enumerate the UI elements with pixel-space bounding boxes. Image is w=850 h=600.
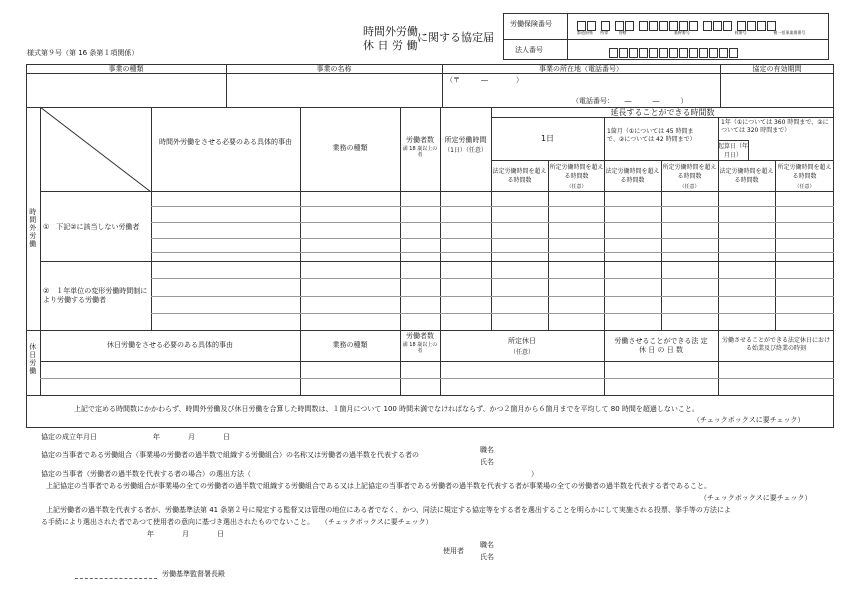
para2a: 上記労働者の過半数を代表する者が、労働基準法第 41 条第２号に規定する監督又は管理の地位にある者でなく、かつ、同法に規定する協定等をする者を選出することを明らかにして実施される投票、挙手等の方法によ bbox=[46, 506, 731, 514]
agreement-date: 協定の成立年月日 年 月 日 bbox=[41, 433, 230, 441]
title-suffix: に関する協定届 bbox=[417, 31, 494, 44]
form-number: 様式第９号（第 16 条第１項関係） bbox=[27, 49, 139, 57]
holiday-reason-header: 休日労働をさせる必要のある具体的事由 bbox=[107, 341, 233, 349]
workers-header: 労働者数 bbox=[406, 136, 434, 144]
holiday-workers-header: 労働者数 bbox=[406, 332, 434, 340]
notice-text: 上記で定める時間数にかかわらず、時間外労働及び休日労働を合算した時間数は、１箇月について 100 時間未満でなければならず、かつ２箇月から６箇月までを平均して 80 時間を超過しないこと。 bbox=[74, 405, 699, 413]
year-header: 1年（①については 360 時間まで、②については 320 時間まで） bbox=[721, 119, 829, 135]
day-header: 1日 bbox=[540, 134, 555, 143]
union-line: 協定の当事者である労働組合（事業場の労働者の過半数で組織する労働組合）の名称又は労働者の過半数を代表する者の bbox=[41, 451, 419, 459]
validity-header: 協定の有効期間 bbox=[752, 65, 802, 73]
business-type-header: 事業の種類 bbox=[108, 65, 144, 73]
corp-number-boxes[interactable] bbox=[609, 43, 739, 62]
sub-label: 管轄 bbox=[618, 30, 627, 35]
addressee: 労働基準監督署長殿 bbox=[162, 570, 225, 578]
corp-label: 法人番号 bbox=[515, 46, 543, 54]
sub-label: 都道府県 bbox=[577, 30, 593, 35]
employer-name-label: 氏名 bbox=[480, 553, 494, 561]
optional-year: （任意） bbox=[794, 184, 815, 190]
address-header: 事業の所在地（電話番号） bbox=[539, 65, 623, 73]
reason-header: 時間外労働をさせる必要のある具体的事由 bbox=[159, 138, 292, 146]
sub-label: 枝番号 bbox=[734, 30, 747, 35]
insurance-subs bbox=[577, 30, 814, 36]
prescribed-hours-sub: （1日）（任意） bbox=[444, 147, 487, 154]
legal-exceed-day: 法定労働時間を超える時間数 bbox=[492, 168, 547, 184]
insurance-label: 労働保険番号 bbox=[510, 20, 552, 28]
optional-day: （任意） bbox=[566, 184, 587, 190]
footer-date: 年 月 日 bbox=[147, 530, 224, 538]
prescribed-exceed-month: 所定労働時間を超える時間数 bbox=[662, 164, 717, 180]
holiday-days-header: 労働させることができる法 定 休 日 の 日 数 bbox=[614, 337, 708, 355]
para2b: る手続により選出された者であつて使用者の意向に基づき選出されたものでないこと。 （チェックボックスに要チェック） bbox=[41, 518, 433, 526]
para1-check[interactable]: （チェックボックスに要チェック） bbox=[700, 494, 812, 502]
work-type-header: 業務の種類 bbox=[332, 144, 368, 152]
notice-check[interactable]: （チェックボックスに要チェック） bbox=[693, 416, 805, 424]
legal-exceed-month: 法定労働時間を超える時間数 bbox=[605, 168, 660, 184]
optional-month: （任意） bbox=[679, 184, 700, 190]
title-line2: 休 日 労 働 bbox=[363, 39, 418, 52]
para1: 上記協定の当事者である労働組合が事業場の全ての労働者の過半数で組織する労働組合である又は上記協定の当事者である労働者の過半数を代表する者が事業場の全ての労働者の過半数を代表する者であること。 bbox=[46, 482, 711, 490]
union-name-label: 氏名 bbox=[480, 458, 494, 466]
selection-method: 協定の当事者（労働者の過半数を代表する者の場合）の選出方法（ ） bbox=[41, 470, 538, 478]
sub-label: 基幹番号 bbox=[673, 30, 690, 35]
row2-label: ② １年単位の変形労働時間制により労働する労働者 bbox=[43, 287, 148, 305]
holiday-side-label: 休日労働 bbox=[28, 343, 37, 375]
title-line1: 時間外労働 bbox=[363, 25, 418, 38]
overtime-side-label: 時間外労働 bbox=[28, 208, 37, 248]
employer-title-label: 職名 bbox=[480, 541, 494, 549]
employer-label: 使用者 bbox=[443, 547, 464, 555]
postal-field[interactable]: （〒 ― ） bbox=[446, 76, 523, 84]
month-header: 1箇月（①については 45 時間まで、②については 42 時間まで） bbox=[607, 128, 696, 144]
prescribed-exceed-year: 所定労働時間を超える時間数 bbox=[777, 164, 832, 180]
prescribed-holiday-optional: （任意） bbox=[509, 349, 534, 356]
diagonal-line bbox=[40, 107, 151, 192]
workers-sub: 満 18 歳以上の者 bbox=[402, 146, 438, 158]
sub-label: 被一括事業場番号 bbox=[773, 30, 806, 35]
prescribed-hours-header: 所定労働時間 bbox=[444, 136, 487, 144]
holiday-workers-sub: 満 18 歳以上の者 bbox=[402, 342, 438, 354]
holiday-time-header: 労働させることができる法定休日における始業及び終業の時刻 bbox=[721, 337, 830, 353]
start-date-header: 起算日（年月日） bbox=[718, 143, 749, 159]
row1-label: ① 下記②に該当しない労働者 bbox=[43, 223, 140, 231]
prescribed-exceed-day: 所定労働時間を超える時間数 bbox=[549, 164, 604, 180]
business-name-header: 事業の名称 bbox=[316, 65, 352, 73]
phone-field[interactable]: （電話番号： ― ― ） bbox=[572, 97, 688, 105]
extension-header: 延長することができる時間数 bbox=[610, 108, 715, 117]
prescribed-holiday-header: 所定休日 bbox=[508, 337, 536, 345]
legal-exceed-year: 法定労働時間を超える時間数 bbox=[719, 168, 774, 184]
sub-label: 所掌 bbox=[600, 30, 609, 35]
union-title-label: 職名 bbox=[480, 446, 494, 454]
holiday-work-type-header: 業務の種類 bbox=[332, 341, 368, 349]
